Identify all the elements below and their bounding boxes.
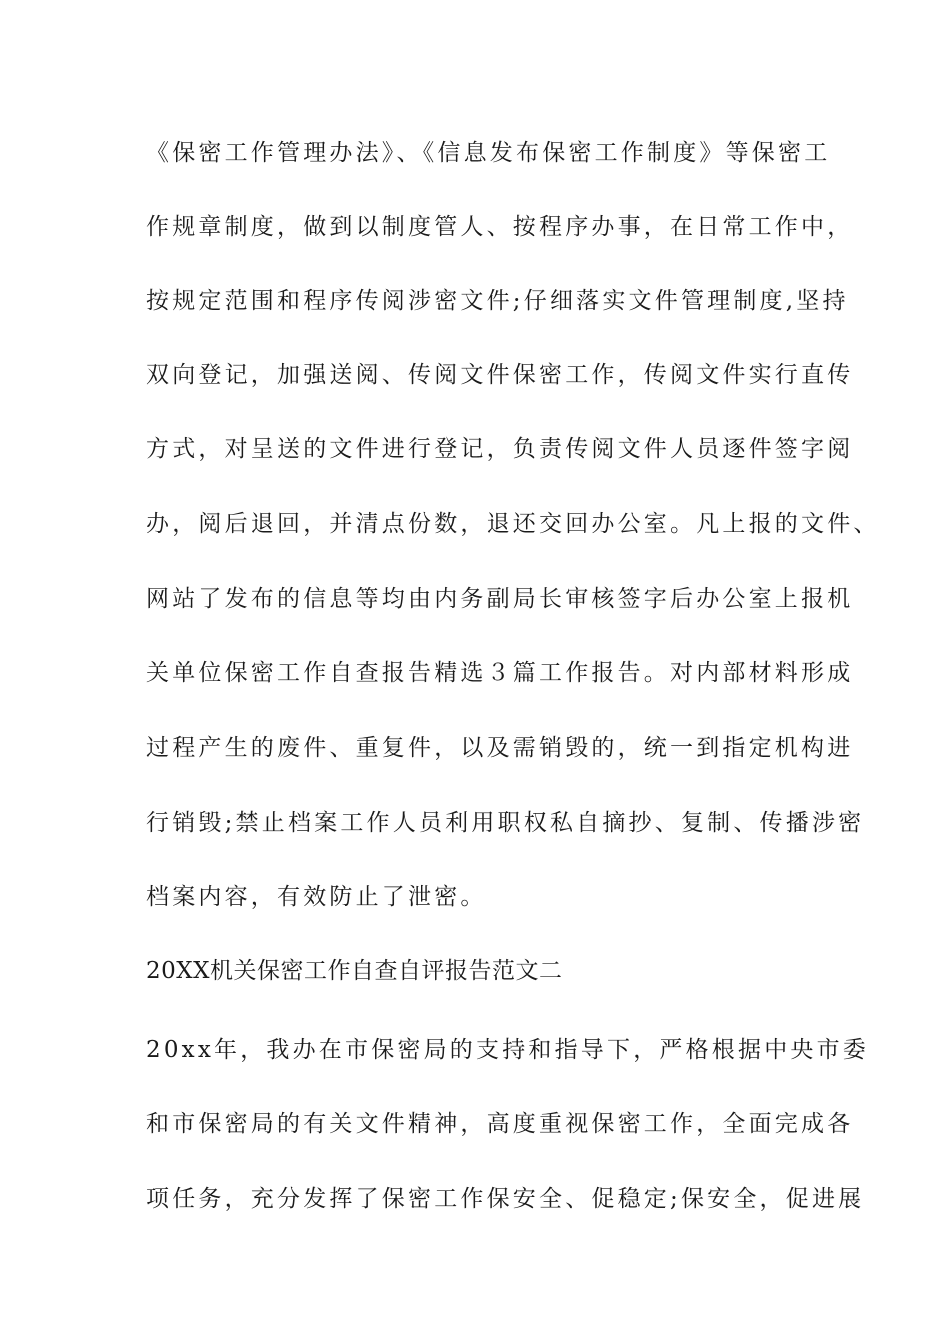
paragraph-line: 行销毁;禁止档案工作人员利用职权私自摘抄、复制、传播涉密 [146, 810, 865, 836]
paragraph-line: 办，阅后退回，并清点份数，退还交回办公室。凡上报的文件、 [146, 511, 880, 537]
paragraph-line: 20xx年，我办在市保密局的支持和指导下，严格根据中央市委 [146, 1037, 870, 1063]
paragraph-line: 按规定范围和程序传阅涉密文件;仔细落实文件管理制度,坚持 [146, 288, 849, 314]
paragraph-line: 和市保密局的有关文件精神，高度重视保密工作，全面完成各 [146, 1111, 854, 1137]
section-heading: 20XX机关保密工作自查自评报告范文二 [146, 958, 563, 984]
paragraph-line: 双向登记，加强送阅、传阅文件保密工作，传阅文件实行直传 [146, 362, 854, 388]
paragraph-line: 《保密工作管理办法》、《信息发布保密工作制度》等保密工 [146, 140, 831, 166]
paragraph-line: 关单位保密工作自查报告精选３篇工作报告。对内部材料形成 [146, 660, 854, 686]
paragraph-line: 网站了发布的信息等均由内务副局长审核签字后办公室上报机 [146, 586, 854, 612]
paragraph-line: 档案内容，有效防止了泄密。 [146, 884, 487, 910]
paragraph-line: 作规章制度，做到以制度管人、按程序办事，在日常工作中， [146, 214, 854, 240]
paragraph-line: 方式，对呈送的文件进行登记，负责传阅文件人员逐件签字阅 [146, 436, 854, 462]
paragraph-line: 项任务，充分发挥了保密工作保安全、促稳定;保安全，促进展 [146, 1186, 865, 1212]
paragraph-line: 过程产生的废件、重复件，以及需销毁的，统一到指定机构进 [146, 735, 854, 761]
